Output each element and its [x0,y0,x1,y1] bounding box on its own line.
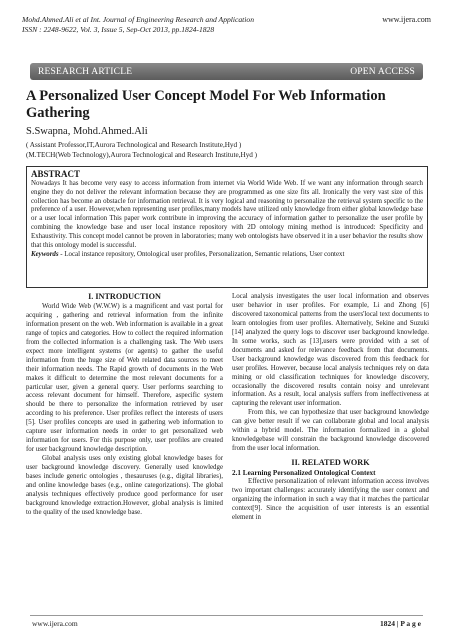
section-heading-introduction: I. INTRODUCTION [88,292,161,301]
footer-website[interactable]: www.ijera.com [32,618,78,628]
abstract-heading: ABSTRACT [31,169,81,179]
paragraph: Global analysis uses only existing global knowledge bases for user background knowledge discovery. Generally used knowledge bases include generic ontologies , thesauruses (e.g., digital libraries), and online knowledge bases (e.g., online categorizations). The global analysis techniques effectively produce good performance for user background knowledge extraction.However, global analysis is limited to the quality of the used knowledge base. [26,455,223,516]
keywords [31,251,423,260]
affiliations [26,141,257,160]
header-website[interactable]: www.ijera.com [382,15,431,24]
journal-line-2: ISSN : 2248-9622, Vol. 3, Issue 5, Sep-Oct 2013, pp.1824-1828 [22,25,215,34]
journal-line-1: Mohd.Ahmed.Ali et al Int. Journal of Engineering Research and Application [22,15,254,24]
paragraph: From this, we can hypothesize that user background knowledge can give better result if we can collaborate global and local analysis within a hybrid model. The information formalized in a global knowledgebase will constrain the background knowledge discovered from the user local information. [232,409,429,453]
affiliation-2: (M.TECH(Web Technology),Aurora Technological and Research Institute,Hyd ) [26,150,258,159]
keywords-text: - Local instance repository, Ontological user profiles, Personalization, Semantic relations, User context [58,251,345,259]
abstract-box [26,166,428,288]
left-column [26,293,223,518]
author-list: S.Swapna, Mohd.Ahmed.Ali [26,126,148,137]
paragraph: Local analysis investigates the user local information and observes user behavior in user profiles. For example, Li and Zhong [6] discovered taxonomical patterns from the users'local text documents to learn ontologies from user profiles. Alternatively, Sekine and Suzuki [14] analyzed the query logs to discover user background knowledge. In some works, such as [13],users were provided with a set of documents and asked for relevance feedback from that documents. User background knowledge was discovered from this feedback for user profiles. However, because local analysis techniques rely on data mining or old classification techniques for knowledge discovery, occasionally the discovered results contain noisy and unrelevant information. As a result, local analysis suffers from ineffectiveness at capturing the relevant user information. [232,293,429,408]
page-number: 1824 | P a g e [379,618,421,628]
paragraph: Effective personalization of relevant information access involves two important challenges: accurately identifying the user context and organizing the information in such a way that it matches the particular context[9]. Since the acquisition of user interests is an essential element in [232,478,429,521]
article-type-band [30,63,423,80]
open-access-label: OPEN ACCESS [350,66,415,77]
research-article-label: RESEARCH ARTICLE [38,66,133,77]
journal-citation [22,15,254,35]
right-column [232,293,429,523]
abstract-text: Nowadays It has become very easy to access information from internet via World Wide Web. If we want any information through search engine they do not deliver the relevant information because they are programmed as one size fits all. Ironically the very vast size of this collection has become an obstacle for information retrieval. It is very logical and reasoning to personalize the retrieval system specific to the preference of a user. However,when representing user profiles,many models have utilized only knowledge from either global knowledge base or a user local information This paper work contribute in improving the accuracy of information gather to personalize the user profile by combining the knowledge base and user local instance repository with 2D ontology mining method is introduced: Specificity and Exhaustivity. This concept model cannot be proven in laboratories; many web ontologists have observed it in a user behavior the results show that this ontology model is successful. [31,180,423,249]
paragraph: World Wide Web (W.W.W) is a magnificent and vast portal for acquiring , gathering and retrieval information from the infinite information present on the web. Web information is available in a great range of topics and categories. How to collect the required information from the collected information is a challenging task. The Web users expect more intelligent systems (or agents) to gather the useful information from the huge size of Web related data sources to meet their information needs. The Rapid growth of documents in the Web makes it difficult to determine the most relevant documents for a particular user, given a general query. User performs searching to access relevant document for himself. Therefore, aspecific system should be there to personalize the information retrieved by user according to his preference. User profiles reflect the interests of users [5]. User profiles concepts are used in gathering web information to capture user information needs in order to get personalized web information for users. For this purpose only, user profiles are created for user background knowledge description. [26,302,223,454]
paper-title: A Personalized User Concept Model For Web Information Gathering [26,88,386,121]
keywords-label: Keywords [31,251,59,259]
page-footer [30,615,423,630]
section-heading-related-work: II. RELATED WORK [291,458,370,468]
affiliation-1: ( Assistant Professor,IT,Aurora Technological and Research Institute,Hyd ) [26,141,242,149]
subsection-heading: 2.1 Learning Personalized Ontological Context [232,469,376,478]
